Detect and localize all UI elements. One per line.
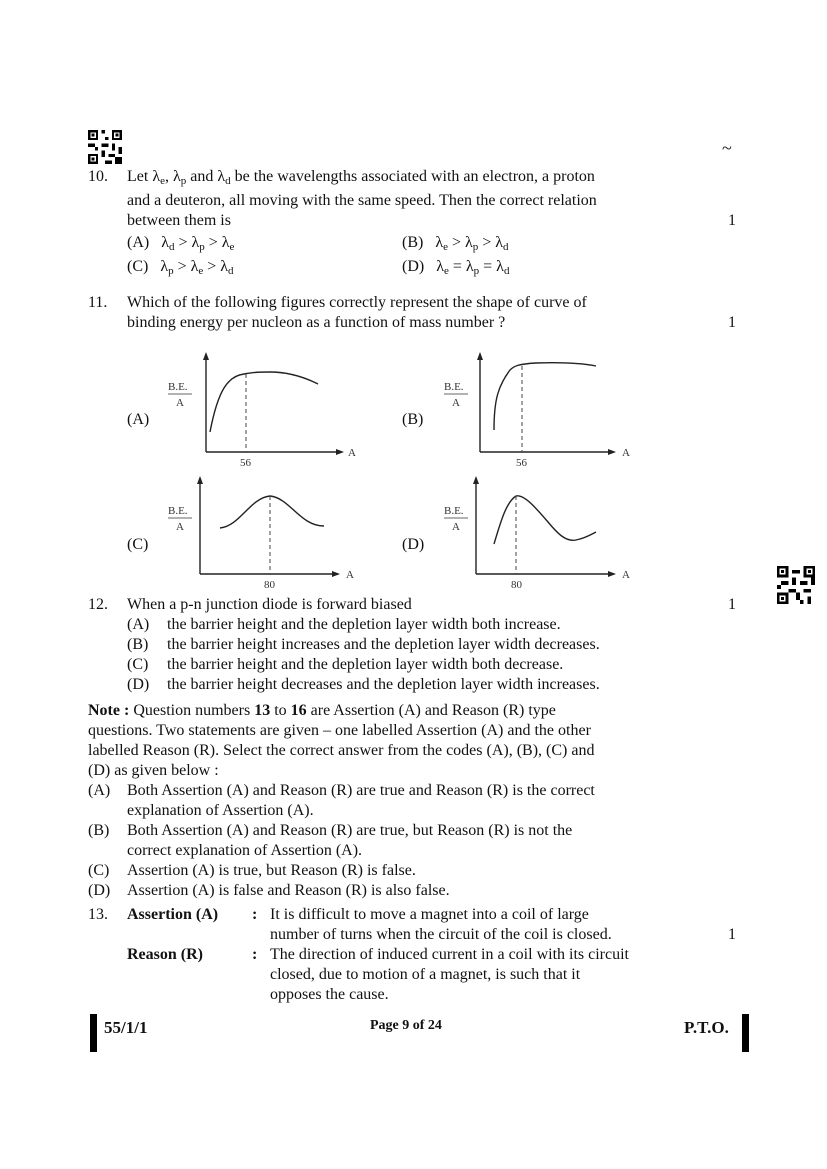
graph-a [160,350,360,475]
graph-a-ylabel-top: B.E. [168,381,188,393]
code-d-label: (D) [88,882,111,899]
graph-d-ylabel-bottom: A [452,521,460,533]
code-c-line1: Assertion (A) is true, but Reason (R) is false. [127,862,416,879]
graph-a-label: (A) [127,411,150,428]
graph-c-label: (C) [127,536,149,553]
graph-a-xlabel: A [348,447,356,459]
code-b-line1: Both Assertion (A) and Reason (R) are true, but Reason (R) is not the [127,822,573,839]
q10-option-d: (D) $\lambda_e = \lambda_p = \lambda_d$ [402,258,510,277]
q10-option-a: (A) $\lambda_d > \lambda_p > \lambda_e$ [127,234,235,253]
q13-reason-label: Reason (R) [127,946,203,963]
graph-d-tick: 80 [511,579,522,591]
q10-option-c: (C) $\lambda_p > \lambda_e > \lambda_d$ [127,258,234,277]
q12-option-b: (B) the barrier height increases and the depletion layer width decreases. [127,636,600,653]
footer-bar-left [90,1014,97,1052]
code-c-label: (C) [88,862,110,879]
q13-reason-colon: : [252,946,258,963]
graph-b-xlabel: A [622,447,630,459]
graph-b-ylabel-bottom: A [452,397,460,409]
graph-c-ylabel-bottom: A [176,521,184,533]
q13-marks: 1 [728,926,736,943]
graph-d-label: (D) [402,536,425,553]
code-b-line2: correct explanation of Assertion (A). [127,842,363,859]
graph-c [160,474,360,599]
code-a-line1: Both Assertion (A) and Reason (R) are true and Reason (R) is the correct [127,782,595,799]
q12-option-a: (A) the barrier height and the depletion layer width both increase. [127,616,561,633]
q13-assertion-line1: It is difficult to move a magnet into a coil of large [270,906,589,923]
q13-assertion-label: Assertion (A) [127,906,219,923]
q12-number: 12. [88,596,108,613]
graph-b-label: (B) [402,411,424,428]
q11-marks: 1 [728,314,736,331]
graph-a-tick: 56 [240,457,251,469]
graph-d-xlabel: A [622,569,630,581]
q12-option-d: (D) the barrier height decreases and the depletion layer width increases. [127,676,600,693]
q12-option-c: (C) the barrier height and the depletion layer width both decrease. [127,656,564,673]
tilde-mark: ~ [722,138,732,158]
graph-c-xlabel: A [346,569,354,581]
q13-assertion-line2: number of turns when the circuit of the coil is closed. [270,926,612,943]
graph-c-tick: 80 [264,579,275,591]
q11-line2: binding energy per nucleon as a function of mass number ? [127,314,506,331]
note-line3: labelled Reason (R). Select the correct answer from the codes (A), (B), (C) and [88,742,595,759]
q13-reason-line1: The direction of induced current in a coil with its circuit [270,946,629,963]
q10-number: 10. [88,168,108,185]
q10-option-b: (B) $\lambda_e > \lambda_p > \lambda_d$ [402,234,509,253]
q11-number: 11. [88,294,108,311]
q10-marks: 1 [728,212,736,229]
qr-code-top [88,130,122,164]
graph-d-ylabel-top: B.E. [444,505,464,517]
code-a-line2: explanation of Assertion (A). [127,802,314,819]
qr-code-side [777,566,815,604]
q10-line3: between them is [127,212,231,229]
code-d-line1: Assertion (A) is false and Reason (R) is also false. [127,882,450,899]
q12-stem: When a p-n junction diode is forward biased [127,596,412,613]
q13-assertion-colon: : [252,906,258,923]
q10-line2: and a deuteron, all moving with the same speed. Then the correct relation [127,192,597,209]
code-b-label: (B) [88,822,110,839]
q13-reason-line2: closed, due to motion of a magnet, is such that it [270,966,581,983]
footer-pto: P.T.O. [684,1018,729,1037]
note-line1: Note : Question numbers 13 to 16 are Assertion (A) and Reason (R) type [88,702,556,719]
q10-line1: Let $\lambda_e$, $\lambda_p$ and $\lambda_d$ be the wavelengths associated with an electron, a proton [127,168,595,187]
footer-page: Page 9 of 24 [370,1018,442,1033]
graph-c-ylabel-top: B.E. [168,505,188,517]
graph-b-tick: 56 [516,457,527,469]
code-a-label: (A) [88,782,111,799]
graph-a-ylabel-bottom: A [176,397,184,409]
graph-b [436,350,636,475]
q13-reason-line3: opposes the cause. [270,986,389,1003]
footer-bar-right [742,1014,749,1052]
footer-code: 55/1/1 [104,1018,148,1037]
q13-number: 13. [88,906,108,923]
note-line4: (D) as given below : [88,762,219,779]
q11-line1: Which of the following figures correctly represent the shape of curve of [127,294,587,311]
graph-b-ylabel-top: B.E. [444,381,464,393]
q12-marks: 1 [728,596,736,613]
note-line2: questions. Two statements are given – one labelled Assertion (A) and the other [88,722,591,739]
graph-d [436,474,636,599]
